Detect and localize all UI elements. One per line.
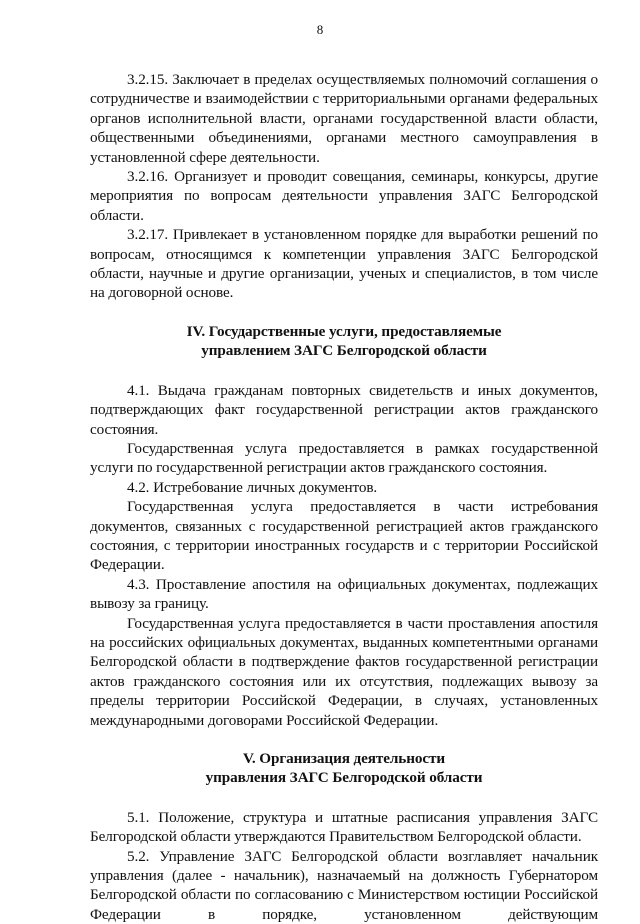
page-number: 8	[316, 22, 324, 37]
clause-4-3-note: Государственная услуга предоставляется в части проставления апостиля на российских официальных документах, выданных компетентными органами Белгородской области в подтверждение фактов государственной регистрации актов гражданского состояния или их отсутствия, подлежащих вывозу за пределы территории Российской Федерации, в случаях, установленных международными договорами Российской Федерации.	[90, 614, 598, 729]
clause-4-3: 4.3. Проставление апостиля на официальных документах, подлежащих вывозу за границу.	[90, 575, 598, 613]
clause-4-2-note: Государственная услуга предоставляется в части истребования документов, связанных с государственной регистрацией актов гражданского состояния, с территории иностранных государств и с территории Российской Федерации.	[90, 498, 598, 574]
section-5-heading	[90, 749, 598, 788]
clause-4-2: 4.2. Истребование личных документов.	[127, 478, 378, 496]
section-4-heading	[90, 322, 598, 361]
clause-3-2-16: 3.2.16. Организует и проводит совещания, семинары, конкурсы, другие мероприятия по вопросам деятельности управления ЗАГС Белгородской области.	[90, 168, 598, 224]
section-5-heading-line-1: V. Организация деятельности	[242, 750, 446, 767]
section-4-heading-line-1: IV. Государственные услуги, предоставляемые	[186, 322, 502, 340]
page-content	[90, 70, 598, 924]
clause-4-1: 4.1. Выдача гражданам повторных свидетельств и иных документов, подтверждающих факт государственной регистрации актов гражданского состояния.	[90, 381, 598, 438]
clause-4-1-note: Государственная услуга предоставляется в рамках государственной услуги по государственной регистрации актов гражданского состояния.	[90, 439, 598, 477]
section-5-heading-line-2: управления ЗАГС Белгородской области	[205, 769, 483, 787]
section-4-heading-line-2: управлением ЗАГС Белгородской области	[201, 342, 487, 360]
clause-3-2-17: 3.2.17. Привлекает в установленном порядке для выработки решений по вопросам, относящимся к компетенции управления ЗАГС Белгородской области, научные и другие организации, ученых и специалистов, в том числе на договорной основе.	[90, 226, 598, 302]
clause-3-2-15: 3.2.15. Заключает в пределах осуществляемых полномочий соглашения о сотрудничестве и взаимодействии с территориальными органами федеральных органов исполнительной власти, органами государственной власти области, общественными объединениями, органами местного самоуправления в установленной сфере деятельности.	[90, 71, 598, 166]
clause-5-1: 5.1. Положение, структура и штатные расписания управления ЗАГС Белгородской области утверждаются Правительством Белгородской области.	[90, 808, 598, 846]
clause-5-2: 5.2. Управление ЗАГС Белгородской области возглавляет начальник управления (далее - начальник), назначаемый на должность Губернатором Белгородской области по согласованию с Министерством юстиции Российской Федерации в порядке, установленном действующим	[90, 847, 598, 923]
